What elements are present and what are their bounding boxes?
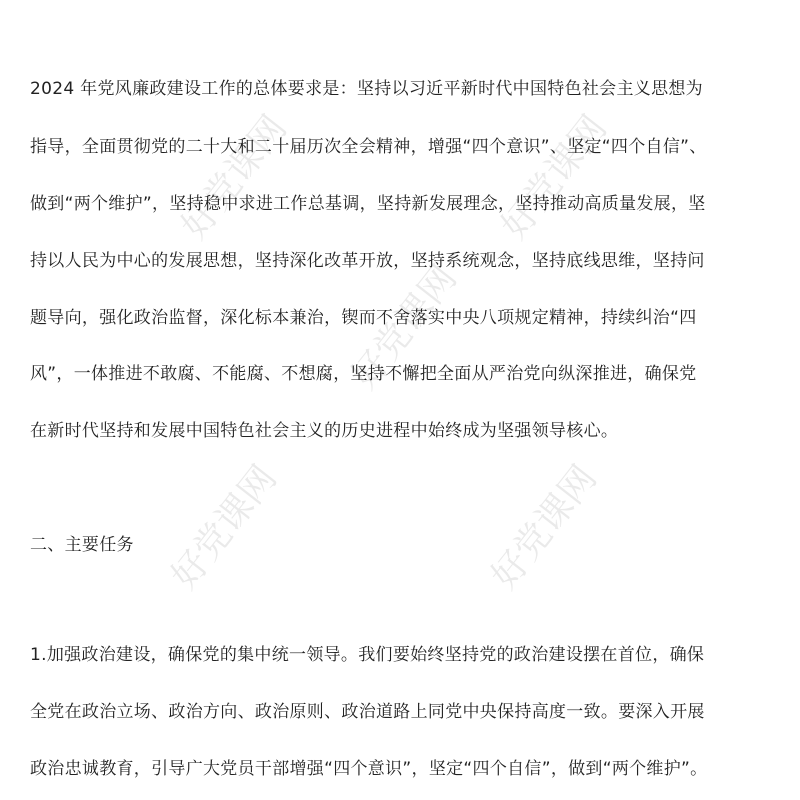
paragraph-line: 全党在政治立场、政治方向、政治原则、政治道路上同党中央保持高度一致。要深入开展: [30, 702, 705, 722]
paragraph-line: 在新时代坚持和发展中国特色社会主义的历史进程中始终成为坚强领导核心。: [30, 421, 619, 441]
paragraph-line: 指导，全面贯彻党的二十大和二十届历次全会精神，增强“四个意识”、坚定“四个自信”、: [30, 137, 707, 157]
paragraph-line: 风”，一体推进不敢腐、不能腐、不想腐，坚持不懈把全面从严治党向纵深推进，确保党: [30, 364, 697, 384]
paragraph-line: 题导向，强化政治监督，深化标本兼治，锲而不舍落实中央八项规定精神，持续纠治“四: [30, 308, 697, 328]
paragraph-line: 1.加强政治建设，确保党的集中统一领导。我们要始终坚持党的政治建设摆在首位，确保: [30, 645, 705, 665]
paragraph-line: 2024 年党风廉政建设工作的总体要求是：坚持以习近平新时代中国特色社会主义思想为: [30, 79, 703, 99]
watermark: 好党课网: [163, 457, 285, 597]
watermark: 好党课网: [483, 457, 605, 597]
paragraph-line: 政治忠诚教育，引导广大党员干部增强“四个意识”，坚定“四个自信”，做到“两个维护”。: [30, 759, 708, 779]
watermark: 好党课网: [173, 107, 295, 247]
paragraph-line: 做到“两个维护”，坚持稳中求进工作总基调，坚持新发展理念，坚持推动高质量发展，坚: [30, 194, 706, 214]
watermark: 好党课网: [343, 257, 465, 397]
section-heading: 二、主要任务: [30, 535, 134, 555]
watermark: 好党课网: [493, 107, 615, 247]
paragraph-line: 持以人民为中心的发展思想，坚持深化改革开放，坚持系统观念，坚持底线思维，坚持问: [30, 251, 705, 271]
